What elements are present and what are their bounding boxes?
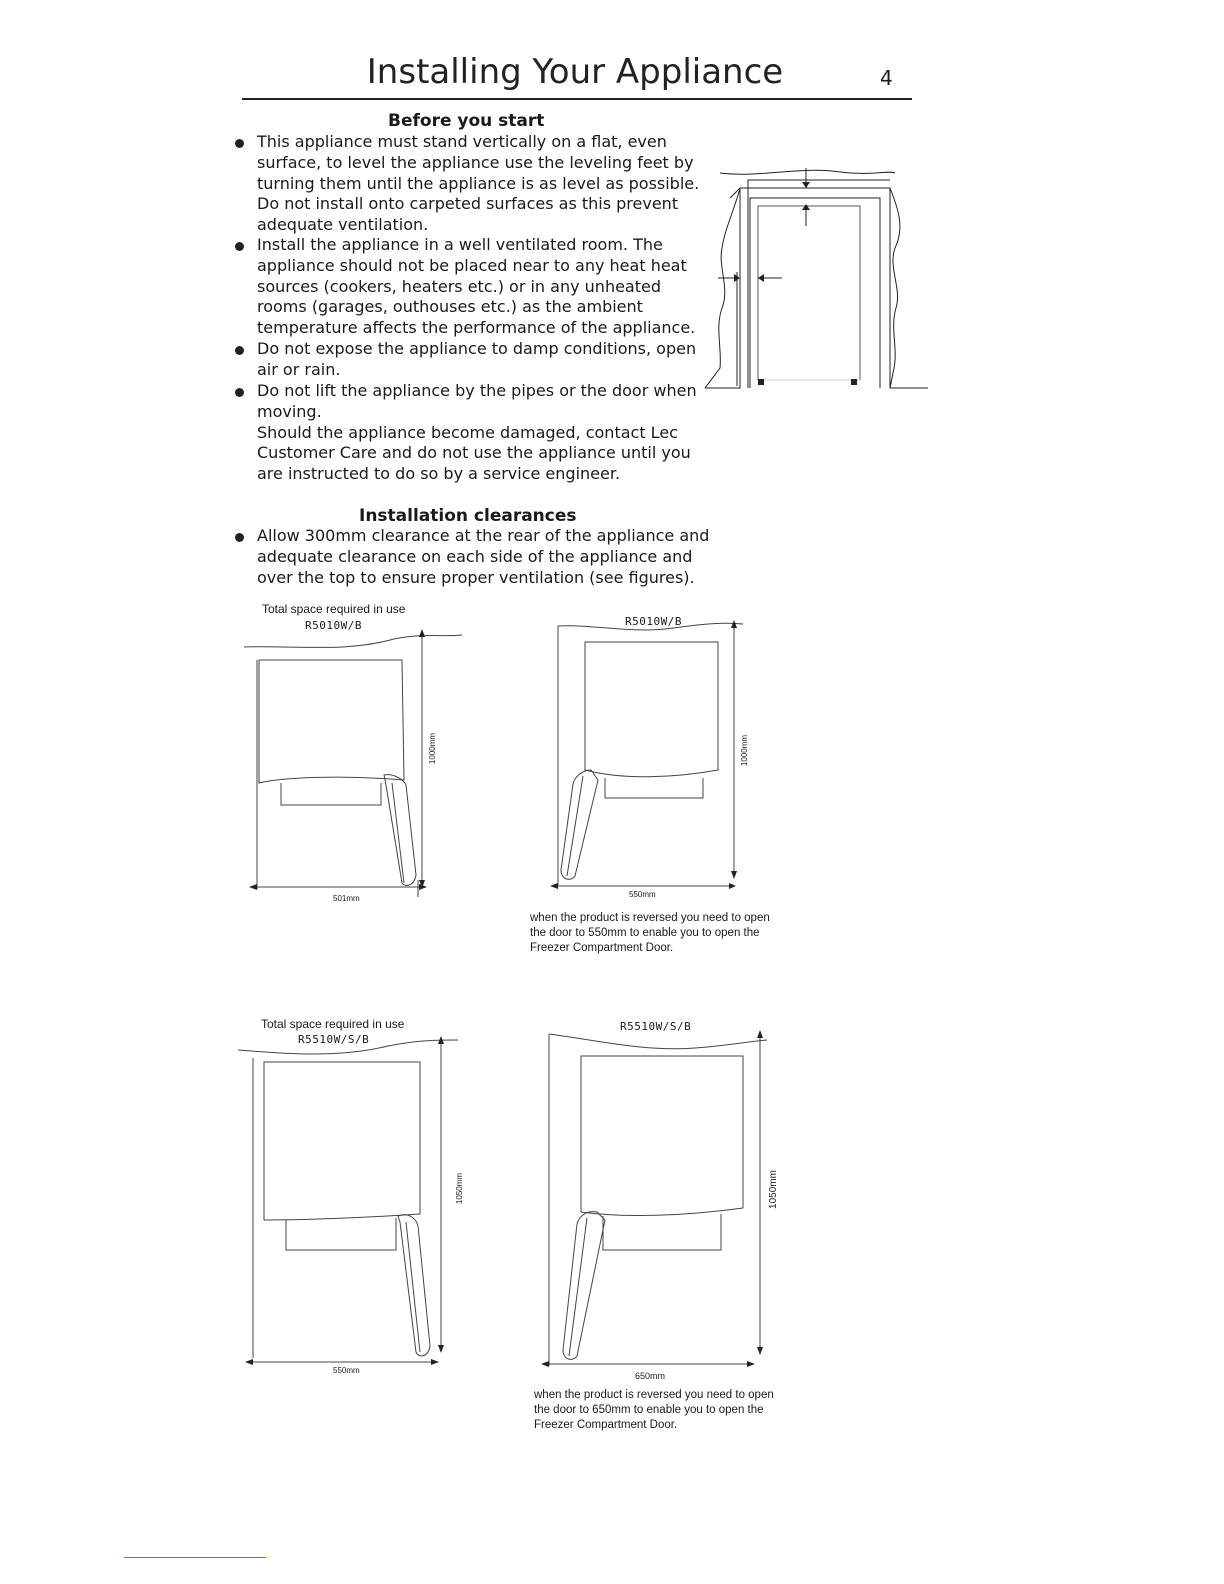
bullet-paragraph-level: This appliance must stand vertically on a flat, even surface, to level the appliance use the leveling feet by turning them until the appliance is as level as possible. Do not install onto carpeted surfaces as this prevent adequate ventilation. — [257, 132, 700, 235]
page-number: 4 — [880, 66, 893, 90]
bullet-paragraph-clearance: Allow 300mm clearance at the rear of the appliance and adequate clearance on each side of the appliance and over the top to ensure proper ventilation (see figures). — [257, 526, 710, 587]
figure-4-model: R5510W/S/B — [620, 1020, 692, 1033]
figure-2-width-label: 550mm — [629, 890, 656, 899]
figure-2-diagram — [553, 620, 748, 890]
figure-1-model: R5010W/B — [305, 619, 362, 632]
figure-3-model: R5510W/S/B — [298, 1033, 370, 1046]
figure-2-model: R5010W/B — [625, 615, 682, 628]
bullet-paragraph-lifting: Do not lift the appliance by the pipes or the door when moving. Should the appliance become damaged, contact Lec Customer Care and do not use the appliance until you are instructed to do so by a service engineer. — [257, 381, 697, 484]
bullet-paragraph-damp: Do not expose the appliance to damp conditions, open air or rain. — [257, 339, 697, 379]
figure-1-caption: Total space required in use — [262, 602, 406, 616]
figure-2-height-label: 1000mm — [740, 734, 750, 767]
bullet-icon — [235, 242, 244, 251]
bullet-icon — [235, 388, 244, 397]
bullet-icon — [235, 346, 244, 355]
figure-3-width-label: 550mm — [333, 1366, 360, 1375]
bullet-icon — [235, 139, 244, 148]
figure-4-height-label: 1050mm — [767, 1170, 779, 1209]
figure-3-caption: Total space required in use — [261, 1017, 405, 1031]
figure-4-note: when the product is reversed you need to open the door to 650mm to enable you to open the Freezer Compartment Door. — [534, 1389, 774, 1431]
section-heading-installation-clearances: Installation clearances — [359, 506, 577, 526]
figure-3-height-label: 1050mm — [455, 1172, 465, 1205]
page-title: Installing Your Appliance — [366, 52, 784, 92]
figure-1-width-label: 501mm — [333, 894, 360, 903]
footer-rule — [124, 1557, 266, 1558]
bullet-paragraph-ventilation: Install the appliance in a well ventilated room. The appliance should not be placed near to any heat heat sources (cookers, heaters etc.) or in any unheated rooms (garages, outhouses etc.) as the ambient temperature affects the performance of the appliance. — [257, 235, 696, 338]
recess-clearance-diagram — [700, 168, 930, 394]
bullet-icon — [235, 533, 244, 542]
title-rule — [242, 98, 912, 100]
section-heading-before-you-start: Before you start — [388, 111, 545, 131]
figure-4-diagram — [545, 1028, 770, 1368]
figure-2-note: when the product is reversed you need to open the door to 550mm to enable you to open the Freezer Compartment Door. — [530, 912, 770, 954]
figure-1-height-label: 1000mm — [428, 732, 438, 765]
figure-3-diagram — [238, 1036, 460, 1368]
figure-4-width-label: 650mm — [635, 1371, 666, 1381]
